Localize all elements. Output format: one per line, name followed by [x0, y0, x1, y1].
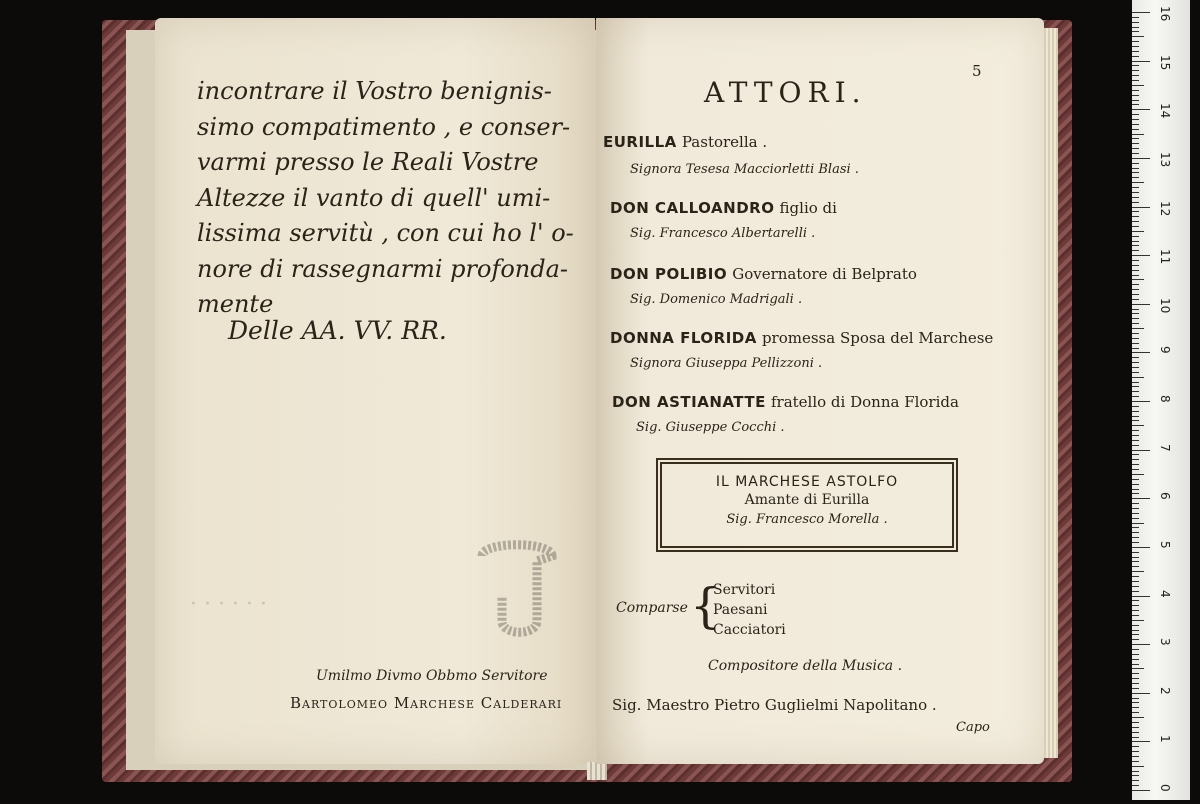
composer-label: Compositore della Musica . [708, 658, 903, 674]
ruler-tick [1132, 236, 1139, 237]
ruler-tick [1132, 207, 1150, 208]
ruler-tick [1132, 100, 1139, 101]
role-entry [610, 328, 993, 347]
ruler-label: 4 [1158, 589, 1172, 598]
ruler-tick [1132, 591, 1139, 592]
composer-name: Sig. Maestro Pietro Guglielmi Napolitano . [612, 696, 937, 714]
ruler-tick [1132, 625, 1139, 626]
extras-label: Comparse [616, 600, 688, 616]
ruler-tick [1132, 22, 1139, 23]
ruler-tick [1132, 31, 1139, 32]
ruler-tick [1132, 620, 1144, 621]
ruler-tick [1132, 70, 1139, 71]
ruler-label: 11 [1158, 249, 1172, 265]
ruler-tick [1132, 678, 1139, 679]
role-name: DON CALLOANDRO [610, 199, 775, 217]
ruler-tick [1132, 532, 1139, 533]
ruler-tick [1132, 557, 1139, 558]
ruler-tick [1132, 182, 1144, 183]
ruler-tick [1132, 17, 1139, 18]
ruler-tick [1132, 138, 1139, 139]
ruler-tick [1132, 153, 1139, 154]
dedication-line: simo compatimento , e conser- [197, 112, 571, 141]
ruler-tick [1132, 318, 1139, 319]
ruler-tick [1132, 644, 1150, 645]
ruler-tick [1132, 445, 1139, 446]
signature-name: Bartolomeo Marchese Calderari [290, 694, 563, 712]
role-entry [603, 132, 767, 151]
ruler-tick [1132, 780, 1139, 781]
dedication-line: lissima servitù , con cui ho l' o- [197, 219, 574, 247]
role-entry [610, 264, 917, 283]
ruler-tick [1132, 469, 1139, 470]
ruler-tick [1132, 80, 1139, 81]
ruler-tick [1132, 406, 1139, 407]
ruler-tick [1132, 537, 1139, 538]
ruler-tick [1132, 362, 1139, 363]
ruler-tick [1132, 304, 1150, 305]
catchword: Capo [956, 720, 990, 735]
ruler-tick [1132, 664, 1139, 665]
ruler-tick [1132, 313, 1139, 314]
ruler-label: 16 [1158, 6, 1172, 22]
ruler-tick [1132, 36, 1144, 37]
extras-item: Paesani [713, 602, 768, 618]
dedication-line: incontrare il Vostro benignis- [197, 77, 552, 105]
ruler-tick [1132, 717, 1144, 718]
ruler-tick [1132, 489, 1139, 490]
ruler-tick [1132, 610, 1139, 611]
ruler-tick [1132, 503, 1139, 504]
ruler-tick [1132, 187, 1139, 188]
role-description: fratello di Donna Florida [770, 393, 959, 411]
right-page [596, 18, 1044, 764]
signature-line: Umilmo Divmo Obbmo Servitore [316, 668, 548, 684]
extras-item: Servitori [713, 582, 776, 598]
ruler-tick [1132, 659, 1139, 660]
ruler-tick [1132, 270, 1139, 271]
ruler-tick [1132, 143, 1139, 144]
dedication-line: mente [197, 290, 274, 318]
ruler-tick [1132, 289, 1139, 290]
ruler-tick [1132, 571, 1144, 572]
ruler-label: 6 [1158, 492, 1172, 500]
ruler-tick [1132, 464, 1139, 465]
ruler-tick [1132, 172, 1139, 173]
ruler-tick [1132, 493, 1139, 494]
performer-name: Sig. Giuseppe Cocchi . [636, 420, 785, 435]
ruler-tick [1132, 756, 1139, 757]
ruler-tick [1132, 75, 1139, 76]
ruler-label: 0 [1158, 784, 1172, 792]
role-name: DON POLIBIO [610, 265, 728, 283]
ruler-label: 12 [1158, 200, 1172, 216]
framed-role-box [656, 458, 958, 552]
ruler-tick [1132, 148, 1139, 149]
ruler-tick [1132, 104, 1139, 105]
ruler-tick [1132, 474, 1144, 475]
role-description: promessa Sposa del Marchese [761, 329, 994, 347]
ruler-tick [1132, 241, 1139, 242]
ruler-tick [1132, 343, 1139, 344]
ruler-tick [1132, 221, 1139, 222]
ruler-tick [1132, 454, 1139, 455]
ruler-label: 8 [1158, 395, 1172, 403]
ruler-tick [1132, 265, 1139, 266]
ruler-tick [1132, 600, 1139, 601]
closing-salutation: Delle AA. VV. RR. [228, 316, 447, 345]
ruler-tick [1132, 654, 1139, 655]
ruler-tick [1132, 197, 1139, 198]
dedication-line: Altezze il vanto di quell' umi- [197, 183, 551, 212]
ruler-label: 9 [1158, 346, 1172, 355]
ruler-label: 13 [1158, 151, 1172, 168]
ruler-tick [1132, 459, 1139, 460]
ruler-tick [1132, 737, 1139, 738]
ruler-tick [1132, 27, 1139, 28]
ruler-tick [1132, 722, 1139, 723]
performer-name: Sig. Domenico Madrigali . [630, 292, 803, 307]
ruler-tick [1132, 372, 1139, 373]
ruler-tick [1132, 192, 1139, 193]
ruler-tick [1132, 158, 1150, 159]
ruler-tick [1132, 630, 1139, 631]
ruler-tick [1132, 766, 1144, 767]
ruler-tick [1132, 566, 1139, 567]
ruler-tick [1132, 168, 1139, 169]
ruler-label: 5 [1158, 540, 1172, 549]
ruler-tick [1132, 250, 1139, 251]
ruler-tick [1132, 425, 1144, 426]
dedication-text [197, 74, 589, 323]
ruler-tick [1132, 284, 1139, 285]
ruler-tick [1132, 790, 1150, 791]
ruler-tick [1132, 338, 1139, 339]
ruler-tick [1132, 85, 1144, 86]
role-name: EURILLA [603, 133, 677, 151]
ruler-tick [1132, 328, 1144, 329]
role-entry [610, 198, 837, 217]
ruler-tick [1132, 668, 1144, 669]
ruler-tick [1132, 513, 1139, 514]
ruler-tick [1132, 775, 1139, 776]
ruler-tick [1132, 299, 1139, 300]
ruler-tick [1132, 450, 1150, 451]
ruler-tick [1132, 245, 1139, 246]
role-name: DON ASTIANATTE [612, 393, 766, 411]
framed-role-performer: Sig. Francesco Morella . [726, 512, 888, 527]
ruler-tick [1132, 435, 1139, 436]
ruler-tick [1132, 561, 1139, 562]
ruler-tick [1132, 65, 1139, 66]
ruler-tick [1132, 367, 1139, 368]
ruler-tick [1132, 124, 1139, 125]
ruler-tick [1132, 741, 1150, 742]
ruler-tick [1132, 51, 1139, 52]
ruler-tick [1132, 596, 1150, 597]
ruler-tick [1132, 163, 1139, 164]
ruler-tick [1132, 309, 1139, 310]
ruler-tick [1132, 260, 1139, 261]
role-description: Governatore di Belprato [732, 265, 917, 283]
ruler-tick [1132, 202, 1139, 203]
ruler-tick [1132, 542, 1139, 543]
ruler-tick [1132, 323, 1139, 324]
ruler-tick [1132, 430, 1139, 431]
ruler-tick [1132, 440, 1139, 441]
ruler-tick [1132, 751, 1139, 752]
cast-heading: ATTORI. [704, 76, 867, 109]
ruler-tick [1132, 523, 1144, 524]
bleed-through-text: · · · · · · [190, 592, 267, 617]
ruler-tick [1132, 279, 1144, 280]
ruler-tick [1132, 527, 1139, 528]
ruler-tick [1132, 688, 1139, 689]
ruler-tick [1132, 226, 1139, 227]
ruler-tick [1132, 56, 1139, 57]
performer-name: Signora Tesesa Macciorletti Blasi . [630, 162, 859, 177]
ruler-tick [1132, 416, 1139, 417]
ruler-tick [1132, 420, 1139, 421]
ruler-tick [1132, 498, 1150, 499]
ruler-label: 15 [1158, 54, 1172, 70]
ruler-tick [1132, 732, 1139, 733]
role-description: Pastorella . [681, 133, 768, 151]
ruler-tick [1132, 386, 1139, 387]
ruler-tick [1132, 177, 1139, 178]
extras-list [713, 580, 786, 640]
role-name: DONNA FLORIDA [610, 329, 757, 347]
ruler-tick [1132, 702, 1139, 703]
ruler-tick [1132, 508, 1139, 509]
ruler-tick [1132, 114, 1139, 115]
dedication-line: varmi presso le Reali Vostre [197, 148, 539, 176]
ruler-tick [1132, 46, 1139, 47]
ruler-tick [1132, 634, 1139, 635]
extras-item: Cacciatori [713, 622, 786, 638]
ruler-tick [1132, 401, 1150, 402]
ruler-tick [1132, 479, 1139, 480]
ruler-tick [1132, 294, 1139, 295]
ruler-tick [1132, 673, 1139, 674]
ruler-tick [1132, 649, 1139, 650]
role-description: figlio di [779, 199, 837, 217]
ruler-tick [1132, 698, 1139, 699]
ruler-tick [1132, 231, 1144, 232]
ruler-tick [1132, 707, 1139, 708]
ruler-tick [1132, 746, 1139, 747]
performer-name: Sig. Francesco Albertarelli . [630, 226, 816, 241]
ruler-tick [1132, 547, 1150, 548]
ruler-tick [1132, 134, 1144, 135]
ruler-tick [1132, 216, 1139, 217]
ruler-tick [1132, 41, 1139, 42]
ruler-tick [1132, 712, 1139, 713]
ruler-tick [1132, 382, 1139, 383]
ruler-tick [1132, 352, 1150, 353]
page-number: 5 [972, 62, 982, 80]
ruler-tick [1132, 357, 1139, 358]
ruler-tick [1132, 109, 1150, 110]
ruler-label: 3 [1158, 638, 1172, 646]
ruler-tick [1132, 90, 1139, 91]
spine-headband [587, 762, 607, 780]
role-entry [612, 392, 959, 411]
ruler-tick [1132, 586, 1139, 587]
performer-name: Signora Giuseppa Pellizzoni . [630, 356, 823, 371]
ruler-tick [1132, 785, 1139, 786]
ruler-tick [1132, 61, 1150, 62]
ruler-tick [1132, 761, 1139, 762]
library-stamp [462, 536, 572, 646]
ruler-tick [1132, 693, 1150, 694]
ruler-tick [1132, 255, 1150, 256]
ruler-tick [1132, 377, 1144, 378]
ruler-tick [1132, 605, 1139, 606]
ruler-label: 7 [1158, 443, 1172, 452]
ruler-label: 14 [1158, 103, 1172, 119]
measurement-ruler [1132, 0, 1190, 800]
ruler-tick [1132, 484, 1139, 485]
dedication-line: nore di rassegnarmi profonda- [197, 254, 569, 283]
ruler-label: 1 [1158, 735, 1172, 744]
ruler-tick [1132, 119, 1139, 120]
ruler-tick [1132, 411, 1139, 412]
ruler-tick [1132, 95, 1139, 96]
ruler-tick [1132, 683, 1139, 684]
ruler-tick [1132, 129, 1139, 130]
brace-glyph: { [690, 578, 721, 634]
ruler-tick [1132, 518, 1139, 519]
ruler-tick [1132, 12, 1150, 13]
ruler-tick [1132, 348, 1139, 349]
ruler-tick [1132, 576, 1139, 577]
ruler-label: 2 [1158, 686, 1172, 695]
ruler-tick [1132, 333, 1139, 334]
ruler-tick [1132, 211, 1139, 212]
ruler-tick [1132, 275, 1139, 276]
ruler-tick [1132, 552, 1139, 553]
ruler-tick [1132, 771, 1139, 772]
ruler-tick [1132, 615, 1139, 616]
framed-role-description: Amante di Eurilla [744, 492, 870, 508]
ruler-tick [1132, 727, 1139, 728]
ruler-tick [1132, 581, 1139, 582]
framed-role-name: IL MARCHESE ASTOLFO [715, 474, 899, 490]
ruler-tick [1132, 396, 1139, 397]
ruler-tick [1132, 391, 1139, 392]
ruler-tick [1132, 639, 1139, 640]
ruler-label: 10 [1158, 297, 1172, 314]
